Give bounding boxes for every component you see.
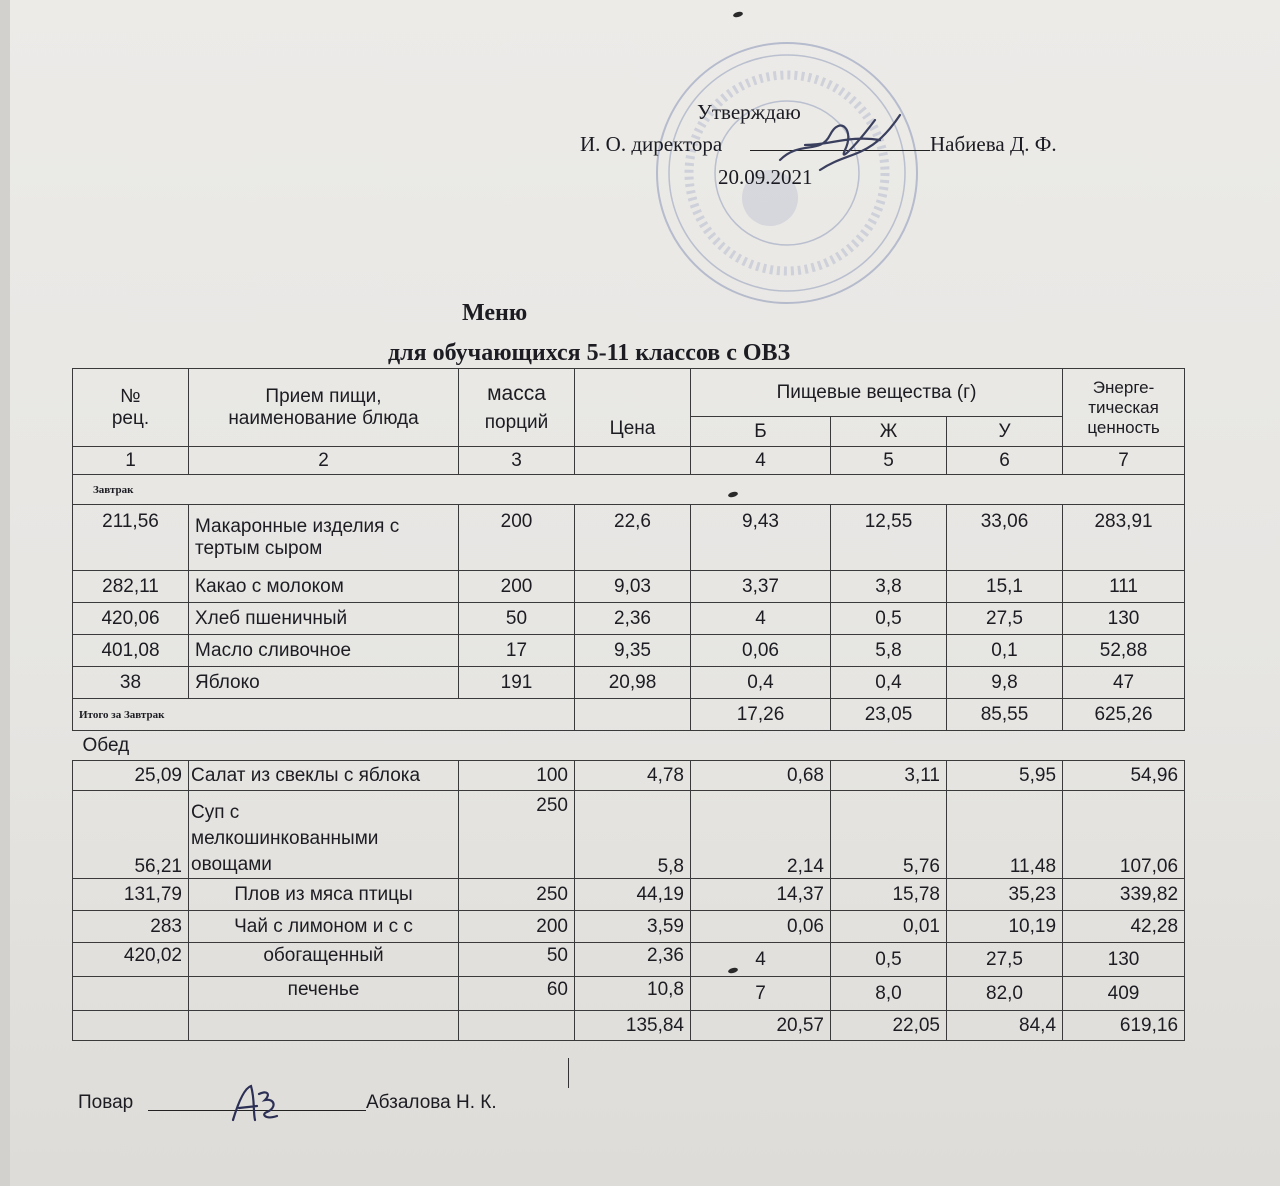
- dish-line: тертым сыром: [195, 537, 323, 559]
- carbs-cell: 9,8: [947, 667, 1063, 699]
- price-cell: 2,36: [575, 603, 691, 635]
- energy-cell: 111: [1063, 571, 1185, 603]
- header-mass: [459, 369, 575, 447]
- col-number: 3: [459, 447, 575, 475]
- rec-cell: 420,02: [73, 943, 189, 977]
- mass-cell: 250: [459, 791, 575, 879]
- mass-cell: 200: [459, 911, 575, 943]
- col-number: 2: [189, 447, 459, 475]
- total-empty: [73, 1011, 189, 1041]
- dish-cell: печенье: [189, 977, 459, 1011]
- dish-cell: Чай с лимоном и с с: [189, 911, 459, 943]
- carbs-cell: 10,19: [947, 911, 1063, 943]
- protein-cell: 4: [691, 943, 831, 977]
- director-position: И. О. директора: [580, 132, 723, 156]
- header-meal-line1: Прием пищи,: [265, 385, 382, 407]
- energy-cell: 42,28: [1063, 911, 1185, 943]
- protein-cell: 14,37: [691, 879, 831, 911]
- rec-cell: 420,06: [73, 603, 189, 635]
- lunch-total-row: [73, 1011, 1185, 1041]
- carbs-cell: 0,1: [947, 635, 1063, 667]
- header-energy-line2: тическая: [1088, 397, 1159, 417]
- header-mass-line2: порций: [484, 411, 549, 433]
- page-title: Меню: [462, 300, 528, 326]
- mass-cell: 191: [459, 667, 575, 699]
- total-empty: [459, 1011, 575, 1041]
- price-cell: 3,59: [575, 911, 691, 943]
- carbs-cell: 15,1: [947, 571, 1063, 603]
- header-meal-line2: наименование блюда: [228, 407, 419, 429]
- rec-cell: 38: [73, 667, 189, 699]
- cook-role: Повар: [78, 1092, 134, 1113]
- lunch-total-price: 135,84: [575, 1011, 691, 1041]
- header-mass-line1: масса: [487, 381, 546, 405]
- dish-line: мелкошинкованными: [191, 828, 379, 849]
- fat-cell: 3,11: [831, 761, 947, 791]
- mass-cell: 200: [459, 571, 575, 603]
- fat-cell: 5,8: [831, 635, 947, 667]
- energy-cell: 47: [1063, 667, 1185, 699]
- protein-cell: 9,43: [691, 505, 831, 571]
- sheet-edge: [0, 0, 10, 1186]
- protein-cell: 4: [691, 603, 831, 635]
- header-rec-line2: рец.: [111, 407, 150, 429]
- breakfast-section-row: [73, 475, 1185, 505]
- table-row: [73, 761, 1185, 791]
- carbs-cell: 27,5: [947, 603, 1063, 635]
- page-subtitle: для обучающихся 5-11 классов с ОВЗ: [388, 340, 791, 366]
- header-rec-line1: №: [120, 385, 141, 407]
- dish-line: Макаронные изделия с: [195, 515, 400, 537]
- lunch-section-row: [73, 731, 1185, 761]
- header-carbs: У: [947, 417, 1063, 447]
- mass-cell: 50: [459, 943, 575, 977]
- protein-cell: 0,06: [691, 635, 831, 667]
- ink-dot: [733, 11, 744, 18]
- rec-cell: 211,56: [73, 505, 189, 571]
- carbs-cell: 33,06: [947, 505, 1063, 571]
- protein-cell: 0,68: [691, 761, 831, 791]
- mass-cell: 60: [459, 977, 575, 1011]
- rec-cell: 282,11: [73, 571, 189, 603]
- dish-cell: Плов из мяса птицы: [189, 879, 459, 911]
- header-energy-line3: ценность: [1087, 417, 1160, 437]
- header-nutrients: Пищевые вещества (г): [691, 369, 1063, 417]
- lunch-total-carbs: 84,4: [947, 1011, 1063, 1041]
- table-row: [73, 505, 1185, 571]
- price-cell: 20,98: [575, 667, 691, 699]
- mass-cell: 100: [459, 761, 575, 791]
- dish-cell: [189, 505, 459, 571]
- protein-cell: 2,14: [691, 791, 831, 879]
- lunch-label: Обед: [73, 731, 1185, 761]
- lunch-total-fat: 22,05: [831, 1011, 947, 1041]
- price-cell: 44,19: [575, 879, 691, 911]
- table-row: [73, 603, 1185, 635]
- mass-cell: 17: [459, 635, 575, 667]
- approve-word: Утверждаю: [697, 100, 801, 124]
- dish-cell: Хлеб пшеничный: [189, 603, 459, 635]
- carbs-cell: 5,95: [947, 761, 1063, 791]
- price-cell: 4,78: [575, 761, 691, 791]
- dish-cell: Яблоко: [189, 667, 459, 699]
- fat-cell: 12,55: [831, 505, 947, 571]
- table-row: [73, 667, 1185, 699]
- rec-cell: 283: [73, 911, 189, 943]
- rec-cell: 131,79: [73, 879, 189, 911]
- header-protein: Б: [691, 417, 831, 447]
- fat-cell: 15,78: [831, 879, 947, 911]
- total-fat: 23,05: [831, 699, 947, 731]
- total-empty: [189, 1011, 459, 1041]
- rec-cell: [73, 977, 189, 1011]
- header-price: Цена: [575, 369, 691, 447]
- director-name: Набиева Д. Ф.: [930, 132, 1057, 156]
- rec-cell: 401,08: [73, 635, 189, 667]
- table-row: [73, 977, 1185, 1011]
- energy-cell: 130: [1063, 943, 1185, 977]
- carbs-cell: 27,5: [947, 943, 1063, 977]
- col-number: 6: [947, 447, 1063, 475]
- fat-cell: 5,76: [831, 791, 947, 879]
- energy-cell: 54,96: [1063, 761, 1185, 791]
- fat-cell: 0,5: [831, 943, 947, 977]
- fat-cell: 3,8: [831, 571, 947, 603]
- header-row-1: [73, 369, 1185, 417]
- rec-cell: 25,09: [73, 761, 189, 791]
- director-signature: [760, 100, 920, 190]
- column-numbers-row: [73, 447, 1185, 475]
- mass-cell: 250: [459, 879, 575, 911]
- carbs-cell: 11,48: [947, 791, 1063, 879]
- energy-cell: 130: [1063, 603, 1185, 635]
- cook-signature: [225, 1080, 295, 1128]
- breakfast-total-label: Итого за Завтрак: [73, 699, 575, 731]
- price-cell: 10,8: [575, 977, 691, 1011]
- cook-name: Абзалова Н. К.: [366, 1092, 497, 1113]
- dish-cell: Какао с молоком: [189, 571, 459, 603]
- col-number: 7: [1063, 447, 1185, 475]
- mass-cell: 200: [459, 505, 575, 571]
- table-row: [73, 943, 1185, 977]
- table-row: [73, 635, 1185, 667]
- breakfast-total-row: [73, 699, 1185, 731]
- carbs-cell: 82,0: [947, 977, 1063, 1011]
- dish-cell: Масло сливочное: [189, 635, 459, 667]
- col-number: 4: [691, 447, 831, 475]
- price-cell: 9,35: [575, 635, 691, 667]
- approval-date: 20.09.2021: [718, 165, 813, 189]
- energy-cell: 107,06: [1063, 791, 1185, 879]
- lunch-total-protein: 20,57: [691, 1011, 831, 1041]
- col-number: [575, 447, 691, 475]
- rec-cell: 56,21: [73, 791, 189, 879]
- dish-line: овощами: [191, 854, 272, 875]
- dish-cell: обогащенный: [189, 943, 459, 977]
- col-number: 1: [73, 447, 189, 475]
- table-stub-line: [568, 1058, 569, 1088]
- price-cell: 9,03: [575, 571, 691, 603]
- dish-cell: [189, 791, 459, 879]
- mass-cell: 50: [459, 603, 575, 635]
- protein-cell: 0,06: [691, 911, 831, 943]
- total-protein: 17,26: [691, 699, 831, 731]
- total-carbs: 85,55: [947, 699, 1063, 731]
- menu-table: [72, 368, 1185, 1041]
- breakfast-label: Завтрак: [73, 475, 1185, 505]
- header-fat: Ж: [831, 417, 947, 447]
- table-row: [73, 571, 1185, 603]
- energy-cell: 283,91: [1063, 505, 1185, 571]
- header-meal: [189, 369, 459, 447]
- price-cell: 22,6: [575, 505, 691, 571]
- header-energy: [1063, 369, 1185, 447]
- total-price-empty: [575, 699, 691, 731]
- carbs-cell: 35,23: [947, 879, 1063, 911]
- col-number: 5: [831, 447, 947, 475]
- header-energy-line1: Энерге-: [1092, 377, 1155, 397]
- total-energy: 625,26: [1063, 699, 1185, 731]
- price-cell: 5,8: [575, 791, 691, 879]
- header-rec: [73, 369, 189, 447]
- dish-line: Суп с: [191, 802, 240, 823]
- fat-cell: 0,01: [831, 911, 947, 943]
- protein-cell: 0,4: [691, 667, 831, 699]
- table-row: [73, 879, 1185, 911]
- energy-cell: 339,82: [1063, 879, 1185, 911]
- table-row: [73, 791, 1185, 879]
- energy-cell: 52,88: [1063, 635, 1185, 667]
- table-row: [73, 911, 1185, 943]
- dish-cell: Салат из свеклы с яблока: [189, 761, 459, 791]
- protein-cell: 7: [691, 977, 831, 1011]
- fat-cell: 0,5: [831, 603, 947, 635]
- energy-cell: 409: [1063, 977, 1185, 1011]
- fat-cell: 8,0: [831, 977, 947, 1011]
- protein-cell: 3,37: [691, 571, 831, 603]
- fat-cell: 0,4: [831, 667, 947, 699]
- price-cell: 2,36: [575, 943, 691, 977]
- lunch-total-energy: 619,16: [1063, 1011, 1185, 1041]
